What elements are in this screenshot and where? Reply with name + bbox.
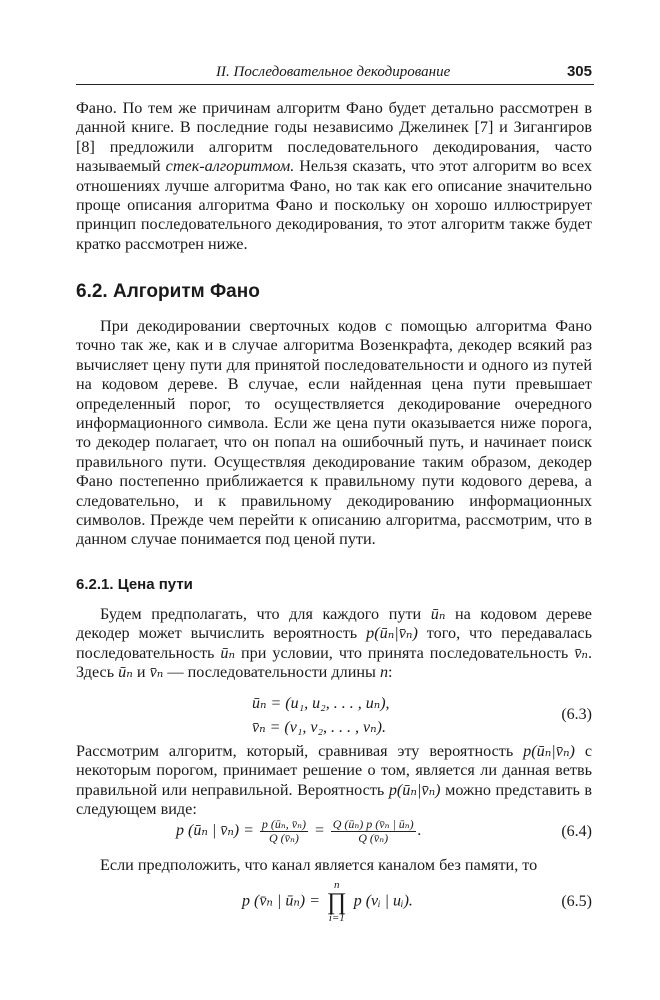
paragraph-algorithm: Рассмотрим алгоритм, который, сравнивая эту вероятность p(ūₙ|v̄ₙ) с некоторым порогом, принимает решение о том, является ли данная ветвь правильной или неправильной. Вероятность p(ūₙ|v̄ₙ) можно представить в следующем виде: bbox=[76, 742, 593, 819]
subsection-heading: 6.2.1. Цена пути bbox=[76, 576, 193, 593]
equation-6-5: p (v̄ₙ | ūₙ) = n ∏ i=1 p (vᵢ | uᵢ). bbox=[242, 879, 413, 924]
product-operator: n ∏ i=1 bbox=[326, 879, 347, 924]
paragraph-intro: Фано. По тем же причинам алгоритм Фано будет детально рассмотрен в данной книге. В последние годы независимо Джелинек [7] и Зигангиров [8] предложили алгоритм последовательного декодирования, часто называемый стек-алгоритмом. Нельзя сказать, что этот алгоритм во всех отношениях лучше алгоритма Фано, но так как его описание значительно проще описания алгоритма Фано и поскольку он хорошо иллюстрирует принцип последовательного декодирования, то этот алгоритм также будет кратко рассмотрен ниже. bbox=[76, 99, 592, 253]
equation-number-6-5: (6.5) bbox=[561, 893, 592, 910]
paragraph-memoryless: Если предположить, что канал является каналом без памяти, то bbox=[100, 856, 538, 874]
page-number: 305 bbox=[566, 63, 592, 80]
equation-6-4: p (ūₙ | v̄ₙ) = $\frac{\text{p (ūₙ, v̄ₙ)}}{\text{Q (v̄ₙ)}}$ = $\frac{\text{Q (ūₙ) p (v̄ₙ | ūₙ)}}{\text{Q (v̄ₙ)}}$ . bbox=[176, 817, 422, 845]
paragraph-path-cost: Будем предполагать, что для каждого пути ūₙ на кодовом дереве декодер может вычислить вероятность p(ūₙ|v̄ₙ) того, что передавалась последовательность ūₙ при условии, что принята последовательность v̄ₙ. Здесь ūₙ и v̄ₙ — последовательности длины n: bbox=[76, 605, 592, 682]
equation-6-3-line2: v̄ₙ = (v₁, v₂, . . . , vₙ). bbox=[252, 719, 386, 736]
fraction-2: $\frac{\text{Q (ūₙ) p (v̄ₙ | ūₙ)}}{\text{Q (v̄ₙ)}}$ bbox=[332, 817, 414, 845]
paragraph-fano: При декодировании сверточных кодов с помощью алгоритма Фано точно так же, как и в случае алгоритма Возенкрафта, декодер всякий раз вычисляет цену пути для принятой последовательности и одного из путей на кодовом дереве. В случае, если найденная цена пути превышает определенный порог, то осуществляется декодирование очередного информационного символа. Если же цена пути оказывается ниже порога, то декодер полагает, что он попал на ошибочный путь, и начинает поиск правильного пути. Осуществляя декодирование таким образом, декодер Фано постепенно приближается к правильному пути кодового дерева, а следовательно, и к правильному декодированию информационных символов. Прежде чем перейти к описанию алгоритма, рассмотрим, что в данном случае понимается под ценой пути. bbox=[76, 317, 592, 549]
equation-6-3-line1: ūₙ = (u₁, u₂, . . . , uₙ), bbox=[252, 695, 390, 712]
section-heading: 6.2. Алгоритм Фано bbox=[76, 281, 260, 302]
equation-number-6-3: (6.3) bbox=[561, 706, 592, 723]
emphasis-stack-algorithm: стек-алгоритмом. bbox=[165, 157, 295, 176]
fraction-1: $\frac{\text{p (ūₙ, v̄ₙ)}}{\text{Q (v̄ₙ)}}$ bbox=[261, 817, 306, 845]
equation-number-6-4: (6.4) bbox=[561, 823, 592, 840]
header-rule bbox=[76, 84, 594, 85]
page-header bbox=[76, 62, 594, 86]
running-title: II. Последовательное декодирование bbox=[216, 64, 451, 80]
